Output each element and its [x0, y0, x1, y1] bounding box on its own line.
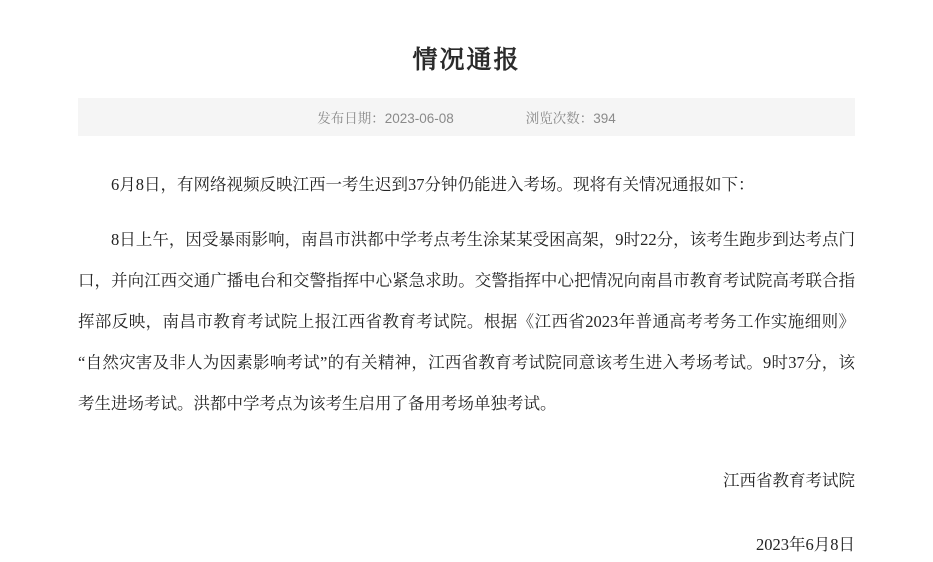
views-value: 394 [593, 111, 616, 126]
article-sign-date: 2023年6月8日 [756, 535, 855, 554]
article-signature: 江西省教育考试院 [723, 471, 855, 490]
page-title: 情况通报 [412, 46, 521, 74]
publish-date-label: 发布日期： [317, 111, 385, 126]
article-paragraph: 6月8日，有网络视频反映江西一考生迟到37分钟仍能进入考场。现将有关情况通报如下： [111, 175, 755, 194]
views-meta [526, 107, 616, 127]
views-label: 浏览次数： [525, 111, 594, 126]
article-body [78, 136, 855, 424]
publish-date-meta [317, 107, 454, 127]
article-paragraph: 8日上午，因受暴雨影响，南昌市洪都中学考点考生涂某某受困高架，9时22分，该考生跑步到达考点门口，并向江西交通广播电台和交警指挥中心紧急求助。交警指挥中心把情况向南昌市教育考试院高考联合指挥部反映，南昌市教育考试院上报江西省教育考试院。根据《江西省2023年普通高考考务工作实施细则》“自然灾害及非人为因素影响考试”的有关精神，江西省教育考试院同意该考生进入考场考试。9时37分，该考生进场考试。洪都中学考点为该考生启用了备用考场单独考试。 [78, 230, 855, 413]
publish-date-value: 2023-06-08 [384, 111, 454, 126]
article-meta-bar [78, 98, 855, 136]
